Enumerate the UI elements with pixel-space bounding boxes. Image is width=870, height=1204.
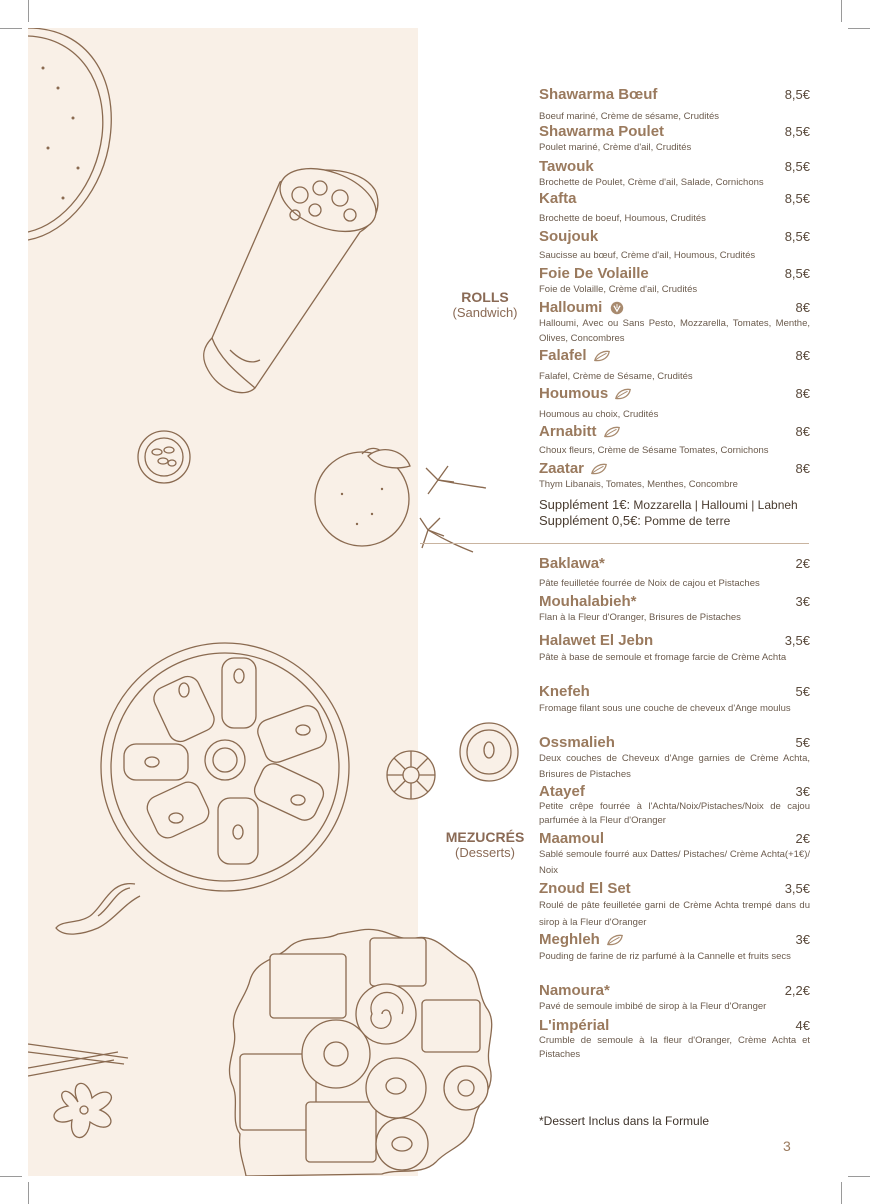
item-description: Foie de Volaille, Crème d'ail, Crudités [539,284,698,295]
cinnamon-flower-illustration [28,1032,138,1152]
crop-mark [0,1176,22,1177]
item-name: Mouhalabieh* [539,593,637,610]
item-description: Deux couches de Cheveux d'Ange garnies de Crème Achta, Brisures de Pistaches [539,753,810,780]
item-price: 8,5€ [784,191,810,206]
menu-item [539,1017,810,1062]
item-price: 3,5€ [784,633,810,648]
menu-item [539,265,810,297]
item-name: Falafel [539,347,587,364]
item-name: Meghleh [539,931,600,948]
menu-item [539,783,810,828]
item-price: 3€ [795,932,810,947]
item-description: Halloumi, Avec ou Sans Pesto, Mozzarella, Tomates, Menthe, Olives, Concombres [539,318,810,344]
item-name: Tawouk [539,158,594,175]
item-name: Baklawa* [539,555,605,572]
item-name: Maamoul [539,830,605,847]
wrap-sandwich-illustration [200,160,390,400]
menu-item [539,931,810,965]
crop-mark [28,0,29,22]
item-description: Sablé semoule fourré aux Dattes/ Pistaches/ Crème Achta(+1€)/ Noix [539,849,810,876]
section-subtitle: (Desserts) [455,845,515,860]
menu-item [539,299,810,346]
menu-item [539,593,810,625]
item-price: 2,2€ [784,983,810,998]
vegan-leaf-icon [590,462,608,476]
menu-item [539,734,810,783]
item-description: Pâte à base de semoule et fromage farcie de Crème Achta [539,652,787,663]
vegan-leaf-icon [593,349,611,363]
item-price: 8,5€ [784,229,810,244]
vegan-leaf-icon [614,387,632,401]
item-price: 8€ [795,300,810,315]
item-name: L'impérial [539,1017,610,1034]
item-description: Brochette de boeuf, Houmous, Crudités [539,213,706,224]
crop-mark [848,1176,870,1177]
menu-item [539,123,810,155]
item-name: Knefeh [539,683,590,700]
item-price: 8,5€ [784,159,810,174]
citrus-peel-illustration [50,876,150,942]
item-description: Falafel, Crème de Sésame, Crudités [539,371,693,382]
menu-item [539,228,810,263]
supplement-line [539,513,730,528]
menu-item [539,347,810,384]
item-price: 3€ [795,594,810,609]
section-title: ROLLS [461,289,509,305]
nuts-bowl-illustration [135,428,193,486]
maamoul-plate-illustration [98,640,352,894]
desserts-section-label [430,829,540,860]
pastry-platter-illustration [226,924,496,1176]
section-title: MEZUCRÉS [445,829,525,845]
bundt-cake-illustration [384,748,438,802]
item-description: Poulet mariné, Crème d'ail, Crudités [539,142,692,153]
item-price: 5€ [795,684,810,699]
menu-item [539,158,810,190]
crop-mark [848,28,870,29]
orange-blossom-illustration [418,460,488,560]
crop-mark [0,28,22,29]
supplement-label: Supplément 0,5€: [539,513,641,528]
rolls-section-label [430,289,540,320]
vegan-leaf-icon [603,425,621,439]
item-name: Halloumi [539,299,603,316]
menu-item [539,683,810,717]
item-price: 3,5€ [784,881,810,896]
menu-item [539,86,810,124]
item-name: Kafta [539,190,577,207]
menu-item [539,830,810,879]
item-description: Thym Libanais, Tomates, Menthes, Concombre [539,479,738,490]
item-price: 8,5€ [784,124,810,139]
item-price: 5€ [795,735,810,750]
item-name: Shawarma Bœuf [539,86,658,103]
item-description: Petite crêpe fourrée à l'Achta/Noix/Pistaches/Noix de cajou parfumée à la Fleur d'Oranger [539,801,810,826]
vegan-leaf-icon [606,933,624,947]
item-description: Brochette de Poulet, Crème d'ail, Salade, Cornichons [539,177,764,188]
item-price: 2€ [795,556,810,571]
supplement-label: Supplément 1€: [539,497,631,512]
item-price: 8€ [795,386,810,401]
item-description: Choux fleurs, Crème de Sésame Tomates, Cornichons [539,445,769,456]
menu-item [539,423,810,458]
footnote: *Dessert Inclus dans la Formule [539,1114,710,1128]
item-price: 3€ [795,784,810,799]
menu-item [539,632,810,666]
crop-mark [841,0,842,22]
crop-mark [28,1182,29,1204]
item-name: Soujouk [539,228,599,245]
menu-item [539,555,810,591]
section-subtitle: (Sandwich) [452,305,518,320]
supplement-options: Mozzarella | Halloumi | Labneh [630,498,798,512]
vegetarian-circle-icon [608,301,626,315]
item-description: Fromage filant sous une couche de cheveux d'Ange moulus [539,703,791,714]
page-number: 3 [783,1138,791,1154]
item-description: Pouding de farine de riz parfumé à la Cannelle et fruits secs [539,951,791,962]
item-price: 2€ [795,831,810,846]
donut-illustration [457,720,521,784]
item-description: Crumble de semoule à la fleur d'Oranger, Crème Achta et Pistaches [539,1035,810,1060]
item-description: Flan à la Fleur d'Oranger, Brisures de Pistaches [539,612,741,623]
item-name: Houmous [539,385,609,402]
item-description: Boeuf mariné, Crème de sésame, Crudités [539,111,720,122]
item-name: Arnabitt [539,423,597,440]
item-name: Zaatar [539,460,585,477]
menu-item [539,880,810,931]
hummus-bowl-illustration [28,28,118,243]
item-price: 4€ [795,1018,810,1033]
item-name: Ossmalieh [539,734,615,751]
item-price: 8€ [795,424,810,439]
menu-item [539,460,810,492]
item-name: Atayef [539,783,585,800]
item-description: Pavé de semoule imbibé de sirop à la Fleur d'Oranger [539,1001,767,1012]
item-price: 8,5€ [784,87,810,102]
item-price: 8€ [795,461,810,476]
section-divider [420,543,809,544]
item-description: Saucisse au bœuf, Crème d'ail, Houmous, Crudités [539,250,756,261]
item-name: Namoura* [539,982,610,999]
crop-mark [841,1182,842,1204]
orange-illustration [312,444,417,549]
item-name: Shawarma Poulet [539,123,665,140]
item-description: Pâte feuilletée fourrée de Noix de cajou et Pistaches [539,578,760,589]
menu-item [539,190,810,226]
item-name: Znoud El Set [539,880,631,897]
menu-item [539,385,810,422]
item-name: Halawet El Jebn [539,632,654,649]
item-price: 8€ [795,348,810,363]
item-name: Foie De Volaille [539,265,649,282]
supplement-options: Pomme de terre [640,514,731,528]
menu-item [539,982,810,1014]
item-price: 8,5€ [784,266,810,281]
item-description: Houmous au choix, Crudités [539,409,659,420]
supplement-line [539,497,798,512]
item-description: Roulé de pâte feuilletée garni de Crème Achta trempé dans du sirop à la Fleur d'Oranger [539,900,810,928]
